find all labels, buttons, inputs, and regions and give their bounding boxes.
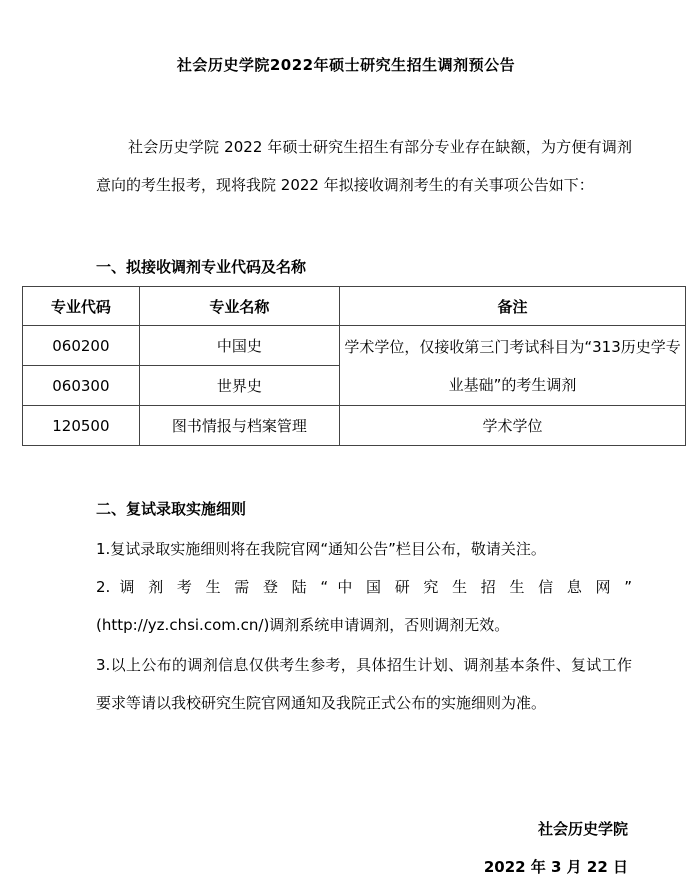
major-name-cell: 世界史: [139, 366, 339, 406]
major-code-cell: 060300: [23, 366, 140, 406]
section-1-heading: 一、拟接收调剂专业代码及名称: [96, 258, 307, 276]
intro-paragraph: 社会历史学院 2022 年硕士研究生招生有部分专业存在缺额，为方便有调剂意向的考生报考，现将我院 2022 年拟接收调剂考生的有关事项公告如下：: [96, 138, 632, 194]
column-header-code: 专业代码: [23, 287, 140, 326]
table-header-row: [23, 287, 686, 326]
signature-organization: 社会历史学院: [537, 820, 628, 838]
document-title: 社会历史学院2022年硕士研究生招生调剂预公告: [176, 56, 516, 74]
major-name-cell: 图书情报与档案管理: [139, 406, 339, 446]
table-row: [23, 326, 686, 366]
rule-item-2-line-1: 2. 调 剂 考 生 需 登 陆 “ 中 国 研 究 生 招 生 信 息 网 ”: [96, 578, 632, 596]
major-code-cell: 120500: [23, 406, 140, 446]
major-name-cell: 中国史: [139, 326, 339, 366]
major-code-cell: 060200: [23, 326, 140, 366]
note-cell: 学术学位: [340, 406, 686, 446]
signature-date: 2022 年 3 月 22 日: [483, 858, 628, 876]
section-2-heading: 二、复试录取实施细则: [96, 500, 247, 518]
rule-item-2: [96, 568, 632, 644]
table-row: [23, 406, 686, 446]
rule-item-1: 1.复试录取实施细则将在我院官网“通知公告”栏目公布，敬请关注。: [96, 540, 546, 558]
rule-item-2-line-2: (http://yz.chsi.com.cn/)调剂系统申请调剂，否则调剂无效。: [96, 616, 510, 634]
merged-note-cell: 学术学位，仅接收第三门考试科目为“313历史学专业基础”的考生调剂: [340, 326, 686, 406]
majors-table: [22, 286, 686, 446]
column-header-note: 备注: [340, 287, 686, 326]
rule-item-3: 3.以上公布的调剂信息仅供考生参考，具体招生计划、调剂基本条件、复试工作要求等请以我校研究生院官网通知及我院正式公布的实施细则为准。: [96, 656, 632, 712]
column-header-name: 专业名称: [139, 287, 339, 326]
